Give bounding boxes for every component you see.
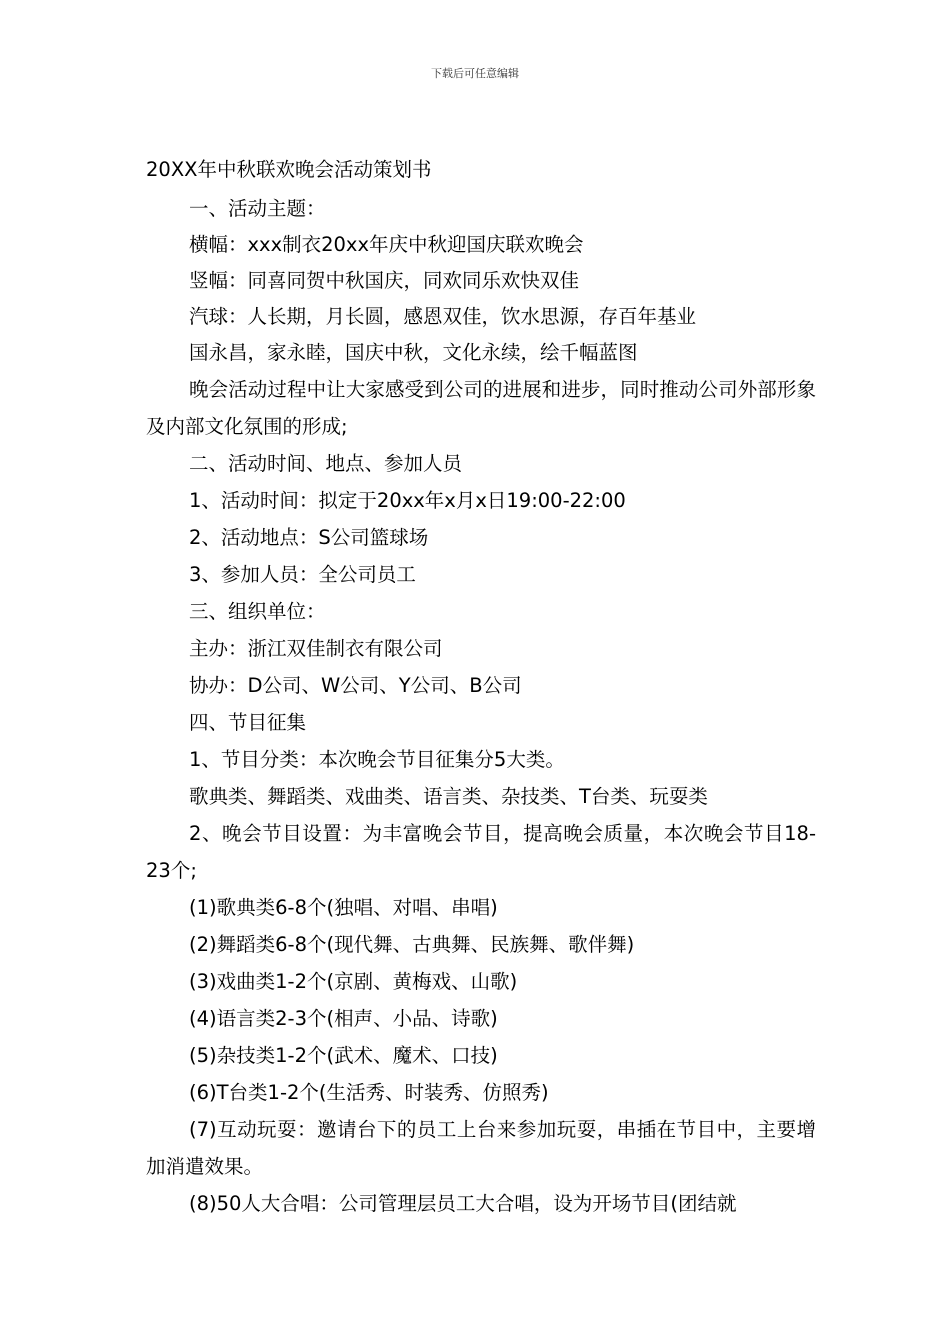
section-heading-theme: 一、活动主题：: [189, 197, 326, 220]
list-item: (6)T台类1-2个(生活秀、时装秀、仿照秀): [189, 1081, 549, 1104]
page-header: 下载后可任意编辑: [431, 67, 519, 80]
banner-vertical: 竖幅：同喜同贺中秋国庆，同欢同乐欢快双佳: [189, 269, 580, 292]
list-item: 2、活动地点：S公司篮球场: [189, 526, 429, 549]
list-item: 歌典类、舞蹈类、戏曲类、语言类、杂技类、T台类、玩耍类: [189, 785, 708, 808]
list-item: (4)语言类2-3个(相声、小品、诗歌): [189, 1007, 498, 1030]
list-item: 协办：D公司、W公司、Y公司、B公司: [189, 674, 522, 697]
list-item: 1、活动时间：拟定于20xx年x月x日19:00-22:00: [189, 489, 626, 512]
list-item: (2)舞蹈类6-8个(现代舞、古典舞、民族舞、歌伴舞): [189, 933, 635, 956]
list-item: 3、参加人员：全公司员工: [189, 563, 416, 586]
list-item: (5)杂技类1-2个(武术、魔术、口技): [189, 1044, 498, 1067]
body-paragraph: 2、晚会节目设置：为丰富晚会节目，提高晚会质量，本次晚会节目18-23个;: [146, 822, 816, 882]
list-item: (8)50人大合唱：公司管理层员工大合唱，设为开场节目(团结就: [189, 1192, 737, 1215]
list-item: 主办：浙江双佳制衣有限公司: [189, 637, 443, 660]
balloon-slogans: 汽球：人长期，月长圆，感恩双佳，饮水思源，存百年基业: [189, 305, 697, 328]
document-body: [146, 150, 816, 1222]
document-title: 20XX年中秋联欢晚会活动策划书: [146, 158, 432, 181]
section-heading-programs: 四、节目征集: [189, 711, 307, 734]
balloon-slogans-continued: 国永昌，家永睦，国庆中秋，文化永续，绘千幅蓝图: [189, 341, 638, 364]
banner-horizontal: 横幅：xxx制衣20xx年庆中秋迎国庆联欢晚会: [189, 233, 584, 256]
section-heading-time-place: 二、活动时间、地点、参加人员: [189, 452, 463, 475]
section-heading-organizers: 三、组织单位：: [189, 600, 326, 623]
list-item: 1、节目分类：本次晚会节目征集分5大类。: [189, 748, 565, 771]
list-item: (1)歌典类6-8个(独唱、对唱、串唱): [189, 896, 498, 919]
list-item: (3)戏曲类1-2个(京剧、黄梅戏、山歌): [189, 970, 518, 993]
body-paragraph: 晚会活动过程中让大家感受到公司的进展和进步，同时推动公司外部形象及内部文化氛围的形成;: [146, 378, 816, 438]
list-item: (7)互动玩耍：邀请台下的员工上台来参加玩耍，串插在节目中，主要增加消遣效果。: [146, 1118, 816, 1178]
